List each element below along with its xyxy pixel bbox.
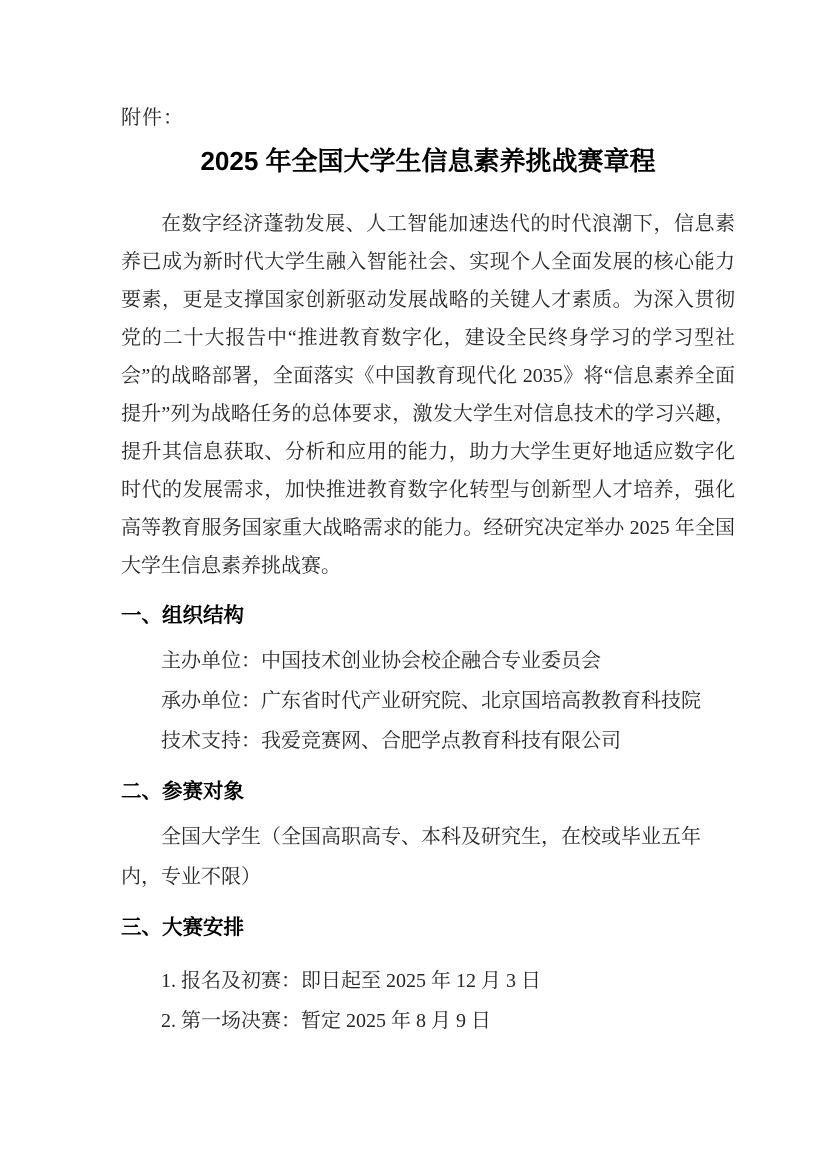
organizer-host-line: 主办单位：中国技术创业协会校企融合专业委员会 [161,650,601,672]
organizer-tech-support-line: 技术支持：我爱竞赛网、合肥学点教育科技有限公司 [161,730,621,752]
organizers-block [121,641,735,761]
section-heading-schedule: 三、大赛安排 [121,916,244,939]
document-title: 2025 年全国大学生信息素养挑战赛章程 [200,146,656,176]
schedule-item-first-final: 2. 第一场决赛：暂定 2025 年 8 月 9 日 [161,1010,491,1032]
section-heading-organization: 一、组织结构 [121,604,244,627]
schedule-item-registration: 1. 报名及初赛：即日起至 2025 年 12 月 3 日 [161,970,541,992]
organizer-undertaker-line: 承办单位：广东省时代产业研究院、北京国培高教教育科技院 [161,690,701,712]
schedule-list [121,961,735,1041]
attachment-label: 附件： [121,107,184,129]
intro-paragraph: 在数字经济蓬勃发展、人工智能加速迭代的时代浪潮下，信息素养已成为新时代大学生融入智能社会、实现个人全面发展的核心能力要素，更是支撑国家创新驱动发展战略的关键人才素质。为深入贯彻党的二十大报告中“推进教育数字化，建设全民终身学习的学习型社会”的战略部署，全面落实《中国教育现代化 2035》将“信息素养全面提升”列为战略任务的总体要求，激发大学生对信息技术的学习兴趣，提升其信息获取、分析和应用的能力，助力大学生更好地适应数字化时代的发展需求，加快推进教育数字化转型与创新型人才培养，强化高等教育服务国家重大战略需求的能力。经研究决定举办 2025 年全国大学生信息素养挑战赛。 [121,213,735,577]
participants-paragraph: 全国大学生（全国高职高专、本科及研究生，在校或毕业五年内，专业不限） [121,826,701,888]
section-heading-participants: 二、参赛对象 [121,780,244,803]
